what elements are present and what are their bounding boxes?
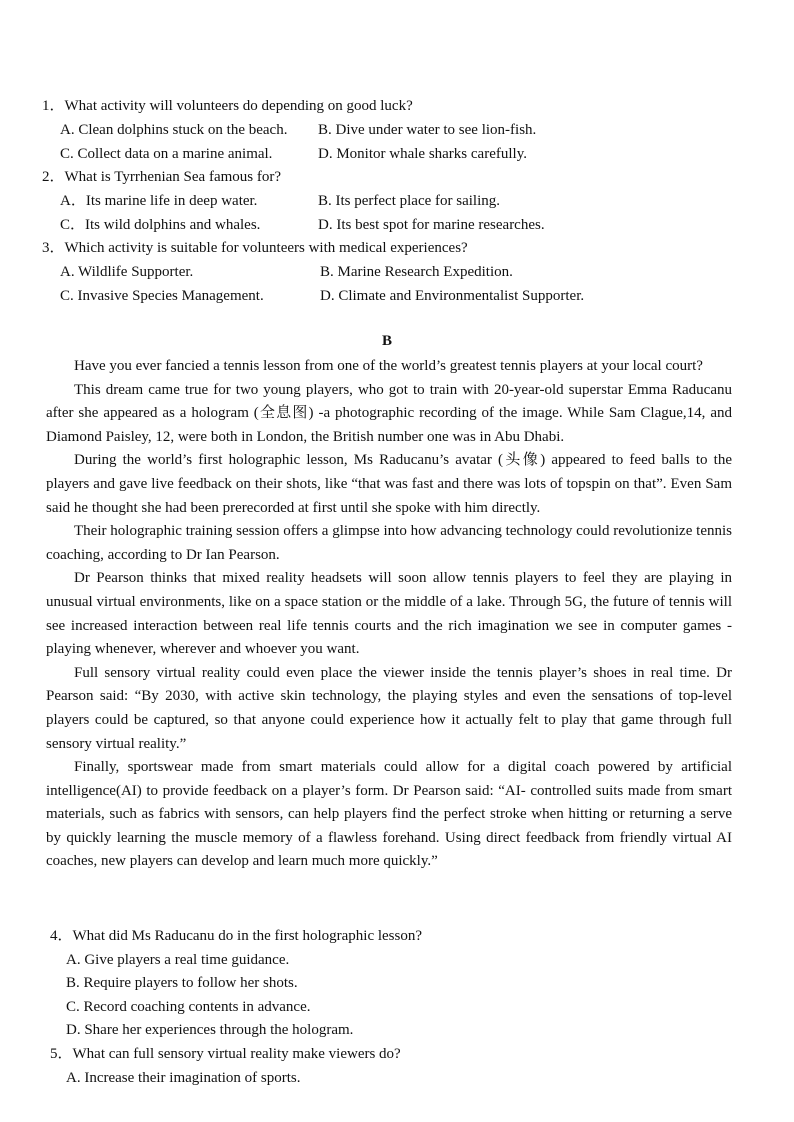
passage-paragraph-5: Dr Pearson thinks that mixed reality headsets will soon allow tennis players to feel they are playing in unusual virtual environments, like on a space station or the middle of a lake. Through 5G, the future of tennis will see increased interaction between real life tennis courts and the rich imagination we see in computer games - playing whenever, wherever and whoever you want. [46,570,732,658]
passage-paragraph-2: This dream came true for two young players, who got to train with 20-year-old superstar Emma Raducanu after she appeared as a hologram (全息图) -a photographic recording of the image. While Sam Clague,14, and Diamond Paisley, 12, were both in London, the British number one was in Abu Dhabi. [46,381,732,445]
question-1-option-d: D. Monitor whale sharks carefully. [318,146,527,162]
question-4-option-b: B. Require players to follow her shots. [66,975,298,991]
passage-paragraph-4: Their holographic training session offers a glimpse into how advancing technology could revolutionize tennis coaching, according to Dr Ian Pearson. [46,523,732,563]
question-2-stem: 2．What is Tyrrhenian Sea famous for? [42,169,282,185]
question-3-option-b: B. Marine Research Expedition. [320,264,513,280]
question-5-option-a: A. Increase their imagination of sports. [66,1070,301,1086]
passage-b [46,355,732,874]
passage-paragraph-1: Have you ever fancied a tennis lesson from one of the world’s greatest tennis players at your local court? [74,358,703,374]
question-3-option-a: A. Wildlife Supporter. [60,264,194,280]
question-1-stem: 1．What activity will volunteers do depending on good luck? [42,98,413,114]
passage-paragraph-3: During the world’s first holographic lesson, Ms Raducanu’s avatar (头像) appeared to feed balls to the players and gave live feedback on their shots, like “that was fast and there was lots of topspin on that”. Even Sam said he thought she had been prerecorded at first until she spoke with him directly. [46,452,732,516]
question-2-option-d: D. Its best spot for marine researches. [318,217,545,233]
question-4-option-c: C. Record coaching contents in advance. [66,999,311,1015]
question-2-option-b: B. Its perfect place for sailing. [318,193,501,209]
question-4-option-a: A. Give players a real time guidance. [66,952,290,968]
question-3-option-c: C. Invasive Species Management. [60,288,264,304]
question-2-option-c: C．Its wild dolphins and whales. [60,217,261,233]
question-4-stem: 4．What did Ms Raducanu do in the first holographic lesson? [50,928,423,944]
question-3-option-d: D. Climate and Environmentalist Supporter. [320,288,585,304]
question-1-option-b: B. Dive under water to see lion-fish. [318,122,537,138]
question-1-option-a: A. Clean dolphins stuck on the beach. [60,122,288,138]
question-2-option-a: A．Its marine life in deep water. [60,193,258,209]
question-5-stem: 5．What can full sensory virtual reality make viewers do? [50,1046,401,1062]
question-3-stem: 3．Which activity is suitable for volunteers with medical experiences? [42,240,468,256]
passage-paragraph-6: Full sensory virtual reality could even place the viewer inside the tennis player’s shoes in real time. Dr Pearson said: “By 2030, with active skin technology, the playing styles and even the sensations of top-level players could be captured, so that anyone could experience how it actually felt to play that game through full sensory virtual reality.” [46,664,732,752]
question-1-option-c: C. Collect data on a marine animal. [60,146,273,162]
passage-paragraph-7: Finally, sportswear made from smart materials could allow for a digital coach powered by artificial intelligence(AI) to provide feedback on a player’s form. Dr Pearson said: “AI- controlled suits made from smart materials, such as fabrics with sensors, can help players find the perfect stroke when hitting or returning a serve by quickly learning the muscle memory of a flawless forehand. Using direct feedback from friendly virtual AI coaches, new players can develop and learn much more quickly.” [46,759,732,870]
section-b-heading: B [381,333,392,349]
question-4-option-d: D. Share her experiences through the hologram. [66,1022,354,1038]
